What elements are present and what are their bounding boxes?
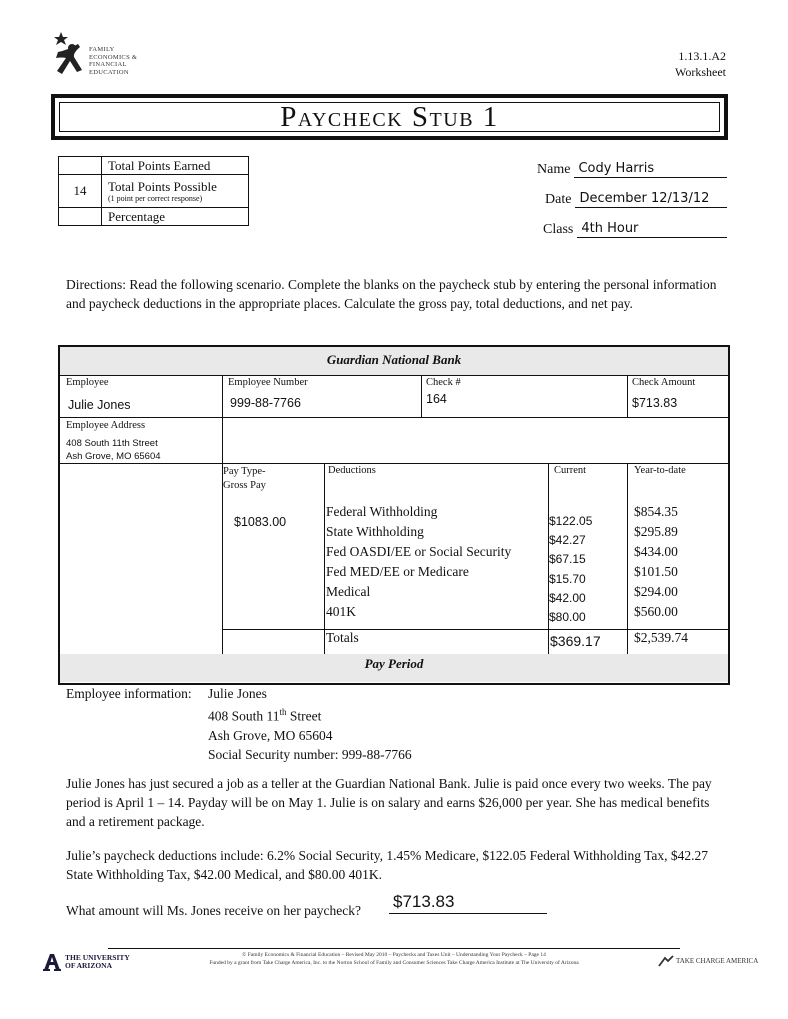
deduction-ytd: $294.00 [634,584,678,599]
address-line-2: Ash Grove, MO 65604 [66,451,161,462]
ytd-list [634,502,678,622]
footer-copyright: © Family Economics & Financial Education – Revised May 2010 – Paychecks and Taxes Unit – Understanding Your Paycheck – Page 14 [242,952,546,958]
deduction-ytd: $295.89 [634,524,678,539]
pay-type-label: Pay Type- [223,466,266,477]
university-a-icon [42,952,62,972]
check-amount-field[interactable]: $713.83 [632,396,678,410]
deductions-list [326,502,511,622]
class-label: Class [543,222,574,237]
employee-info-street [208,703,412,726]
deduction-ytd: $560.00 [634,604,678,619]
deduction-name: State Withholding [326,524,424,539]
points-earned-label: Total Points Earned [102,157,249,175]
name-row [537,158,727,178]
footer-funding: Funded by a grant from Take Charge America, Inc. to the Norton School of Family and Consumer Sciences Take Charge America Institute at The University of Arizona [209,960,579,966]
date-field[interactable]: December 12/13/12 [575,191,727,208]
current-list [549,512,592,627]
employee-address-field[interactable] [66,437,161,463]
deduction-ytd: $434.00 [634,544,678,559]
paycheck-stub [58,345,730,685]
deduction-name: 401K [326,604,356,619]
footer-divider [108,948,680,949]
university-line-1: THE UNIVERSITY [65,952,130,962]
class-field[interactable]: 4th Hour [577,221,727,238]
ytd-header: Year-to-date [634,465,686,476]
fefe-logo [52,30,152,82]
percentage-label: Percentage [102,208,249,226]
points-possible-note: (1 point per correct response) [108,193,203,203]
percentage-cell[interactable] [59,208,102,226]
class-row [537,218,727,238]
footer-text [108,951,680,967]
deductions-text: Julie’s paycheck deductions include: 6.2% Social Security, 1.45% Medicare, $122.05 Federal Withholding Tax, $42.27 State Withholding Tax, $42.00 Medical, and $80.00 401K. [66,848,709,882]
logo-text-line: FAMILY [89,46,115,53]
tca-logo-text: TAKE CHARGE AMERICA [676,957,759,965]
name-label: Name [537,162,571,177]
deduction-current-field[interactable]: $67.15 [549,552,586,567]
title-box [51,94,728,140]
student-info [537,158,727,238]
doc-type: Worksheet [674,65,726,79]
star-figure-icon [52,30,88,82]
street-number: 408 South 11 [208,708,280,724]
deduction-name: Fed OASDI/EE or Social Security [326,544,512,559]
points-possible-label-cell [102,175,249,208]
current-header: Current [554,465,587,476]
points-possible-value: 14 [59,175,102,208]
check-number-field[interactable]: 164 [426,392,447,406]
employee-number-label: Employee Number [228,377,308,388]
pay-period-row [60,654,728,682]
employee-address-label: Employee Address [66,420,146,431]
deduction-name: Federal Withholding [326,504,438,519]
logo-text-line: EDUCATION [89,68,129,76]
university-line-2: OF ARIZONA [65,961,113,970]
bank-name: Guardian National Bank [60,347,728,376]
employee-label: Employee [66,377,109,388]
address-line-1: 408 South 11th Street [66,438,158,449]
question-text: What amount will Ms. Jones receive on her paycheck? [66,903,362,918]
deduction-ytd: $854.35 [634,504,678,519]
date-label: Date [545,192,572,207]
deduction-name: Fed MED/EE or Medicare [326,564,469,579]
gross-pay-label: Gross Pay [223,480,266,491]
worksheet-code [675,48,726,80]
date-row [537,188,727,208]
logo-text-line: FINANCIAL [89,61,127,68]
pay-type-header [223,465,266,493]
points-possible-label: Total Points Possible [108,178,217,194]
employee-info-label: Employee information: [66,686,192,701]
page-title: Paycheck Stub 1 [59,102,720,132]
deduction-current-field[interactable]: $42.27 [549,533,586,548]
street-name: Street [286,708,322,724]
employee-number-field[interactable]: 999-88-7766 [230,396,301,410]
answer-field[interactable]: $713.83 [389,890,547,914]
street-suffix: th [279,707,287,717]
totals-ytd: $2,539.74 [634,630,688,645]
check-number-label: Check # [426,377,461,388]
points-table [58,156,249,226]
deduction-current-field[interactable]: $15.70 [549,571,586,586]
employee-info-block [208,684,412,764]
arrow-swoosh-icon [658,955,674,967]
deduction-ytd: $101.50 [634,564,678,579]
deduction-current-field[interactable]: $122.05 [549,514,593,528]
totals-label: Totals [326,630,359,645]
deductions-header: Deductions [328,465,376,476]
deduction-current-field[interactable]: $80.00 [549,610,586,625]
deduction-name: Medical [326,584,371,599]
employee-field[interactable]: Julie Jones [68,398,131,412]
gross-pay-field[interactable]: $1083.00 [234,515,287,529]
employee-info-ssn: Social Security number: 999-88-7766 [208,746,412,762]
points-earned-cell[interactable] [59,157,102,175]
directions: Directions: Read the following scenario. Complete the blanks on the paycheck stub by entering the personal information and paycheck deductions in the appropriate places. Calculate the gross pay, total deductions, and net pay. [66,277,717,311]
totals-current-field[interactable]: $369.17 [550,633,601,649]
deduction-current-field[interactable]: $42.00 [549,590,586,605]
employee-info-city: Ash Grove, MO 65604 [208,727,333,743]
check-amount-label: Check Amount [632,377,696,388]
tca-logo [658,955,758,967]
employee-info-name: Julie Jones [208,686,267,701]
lesson-code: 1.13.1.A2 [678,49,726,63]
logo-text-line: ECONOMICS & [89,53,138,61]
name-field[interactable]: Cody Harris [574,161,727,178]
pay-period-label: Pay Period [364,656,424,671]
scenario-text: Julie Jones has just secured a job as a teller at the Guardian National Bank. Julie is paid once every two weeks. The pay period is April 1 – 14. Payday will be on May 1. Julie is on salary and earns $26,000 per year. She has medical benefits and a retirement package. [66,776,712,829]
